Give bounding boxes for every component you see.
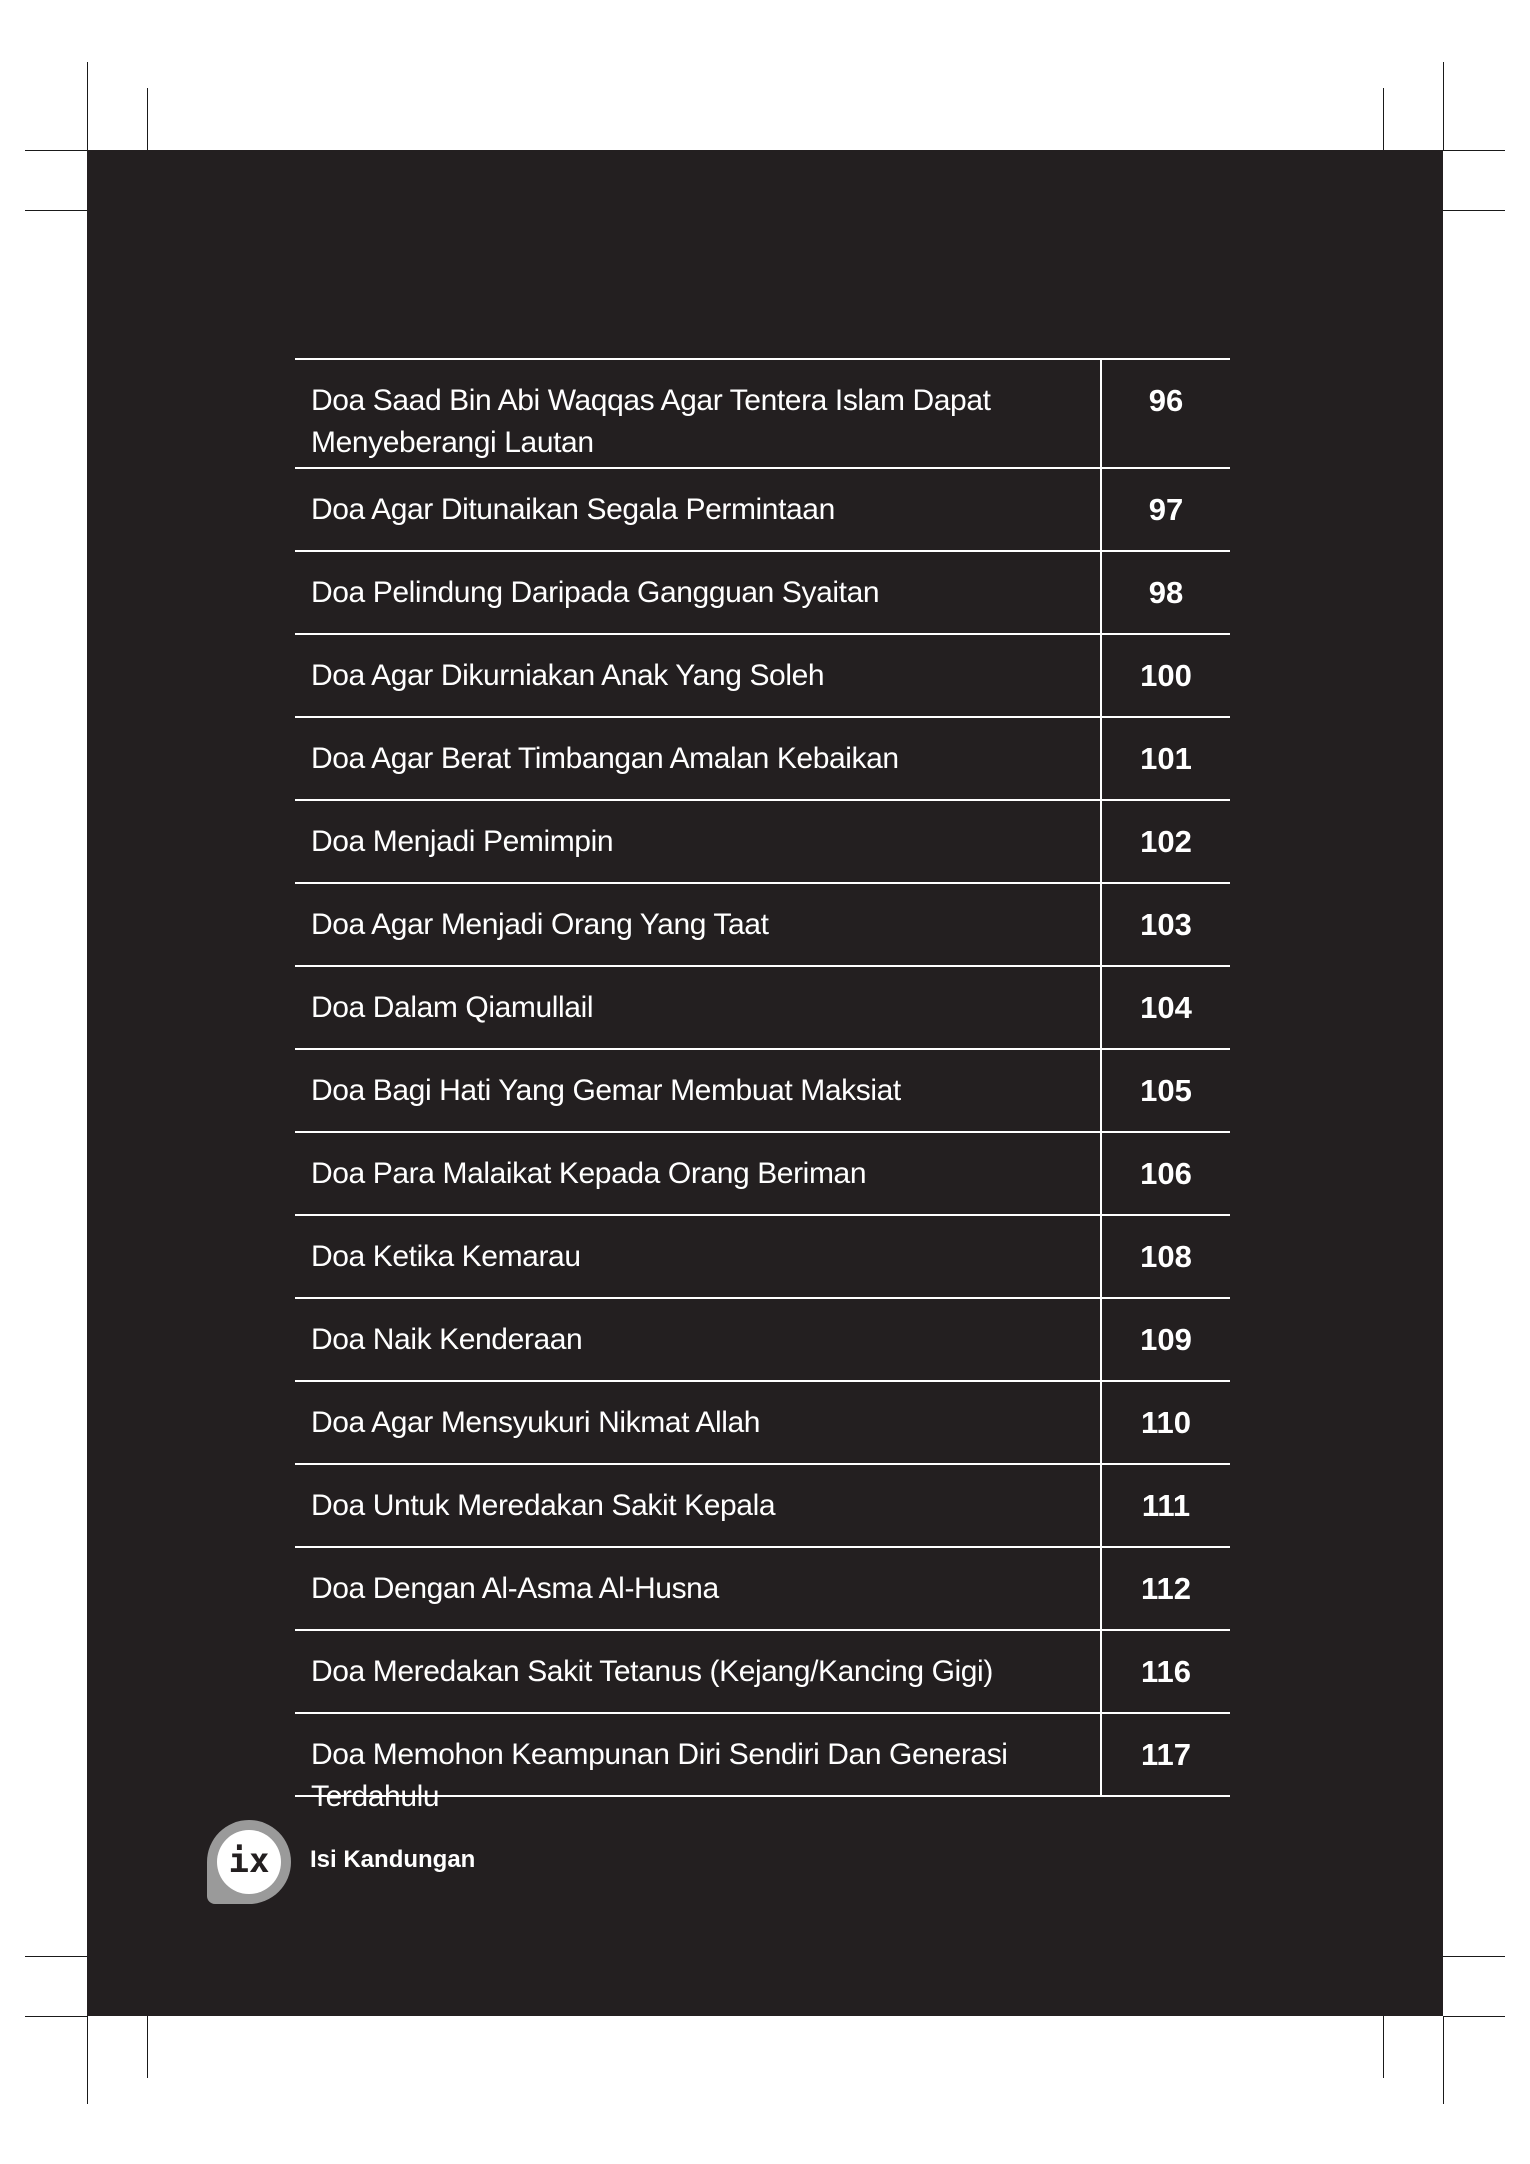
- toc-entry-title: Doa Dalam Qiamullail: [295, 967, 1102, 1048]
- toc-entry-page: 100: [1140, 658, 1192, 693]
- toc-entry-page: 112: [1140, 1571, 1191, 1606]
- toc-entry-title: Doa Agar Berat Timbangan Amalan Kebaikan: [295, 718, 1102, 799]
- toc-entry-title: Doa Agar Dikurniakan Anak Yang Soleh: [295, 635, 1102, 716]
- toc-row[interactable]: [295, 1050, 1230, 1133]
- toc-row[interactable]: [295, 1631, 1230, 1714]
- toc-entry-page: 109: [1140, 1322, 1192, 1357]
- toc-entry-page: 102: [1140, 824, 1192, 859]
- toc-row[interactable]: [295, 718, 1230, 801]
- toc-row[interactable]: [295, 1714, 1230, 1813]
- page-number-badge: [207, 1820, 291, 1904]
- toc-entry-page: 106: [1140, 1156, 1192, 1191]
- toc-entry-title: Doa Dengan Al-Asma Al-Husna: [295, 1548, 1102, 1629]
- toc-entry-title: Doa Agar Ditunaikan Segala Permintaan: [295, 469, 1102, 550]
- toc-entry-page: 105: [1140, 1073, 1192, 1108]
- toc-row[interactable]: [295, 1133, 1230, 1216]
- toc-entry-page: 103: [1140, 907, 1192, 942]
- toc-entry-title: Doa Agar Menjadi Orang Yang Taat: [295, 884, 1102, 965]
- toc-entry-title: Doa Memohon Keampunan Diri Sendiri Dan Generasi Terdahulu: [295, 1714, 1102, 1795]
- toc-entry-page: 101: [1140, 741, 1192, 776]
- toc-entry-page: 104: [1140, 990, 1192, 1025]
- toc-entry-title: Doa Menjadi Pemimpin: [295, 801, 1102, 882]
- toc-entry-title: Doa Ketika Kemarau: [295, 1216, 1102, 1297]
- toc-entry-page: 98: [1148, 575, 1184, 610]
- page-number: ix: [217, 1830, 281, 1894]
- toc-row[interactable]: [295, 967, 1230, 1050]
- toc-entry-title: Doa Bagi Hati Yang Gemar Membuat Maksiat: [295, 1050, 1102, 1131]
- toc-row[interactable]: [295, 884, 1230, 967]
- toc-row[interactable]: [295, 1548, 1230, 1631]
- toc-entry-title: Doa Agar Mensyukuri Nikmat Allah: [295, 1382, 1102, 1463]
- toc-entry-page: 110: [1140, 1405, 1191, 1440]
- toc-entry-title: Doa Meredakan Sakit Tetanus (Kejang/Kancing Gigi): [295, 1631, 1102, 1712]
- toc-entry-title: Doa Saad Bin Abi Waqqas Agar Tentera Islam Dapat Menyeberangi Lautan: [295, 360, 1102, 467]
- toc-row[interactable]: [295, 635, 1230, 718]
- toc-row[interactable]: [295, 801, 1230, 884]
- toc-entry-page: 108: [1140, 1239, 1192, 1274]
- toc-row[interactable]: [295, 1216, 1230, 1299]
- table-of-contents: [295, 358, 1230, 1813]
- toc-row[interactable]: [295, 360, 1230, 469]
- toc-entry-page: 117: [1140, 1737, 1191, 1772]
- toc-entry-title: Doa Untuk Meredakan Sakit Kepala: [295, 1465, 1102, 1546]
- book-page: [87, 150, 1443, 2016]
- section-title: Isi Kandungan: [310, 1846, 476, 1873]
- toc-row[interactable]: [295, 469, 1230, 552]
- toc-entry-page: 96: [1148, 383, 1184, 418]
- toc-entry-page: 97: [1148, 492, 1184, 527]
- toc-entry-title: Doa Naik Kenderaan: [295, 1299, 1102, 1380]
- toc-row[interactable]: [295, 1299, 1230, 1382]
- toc-row[interactable]: [295, 1382, 1230, 1465]
- toc-entry-page: 116: [1140, 1654, 1191, 1689]
- toc-row[interactable]: [295, 552, 1230, 635]
- toc-entry-title: Doa Pelindung Daripada Gangguan Syaitan: [295, 552, 1102, 633]
- toc-entry-title: Doa Para Malaikat Kepada Orang Beriman: [295, 1133, 1102, 1214]
- toc-entry-page: 111: [1141, 1488, 1191, 1523]
- toc-row[interactable]: [295, 1465, 1230, 1548]
